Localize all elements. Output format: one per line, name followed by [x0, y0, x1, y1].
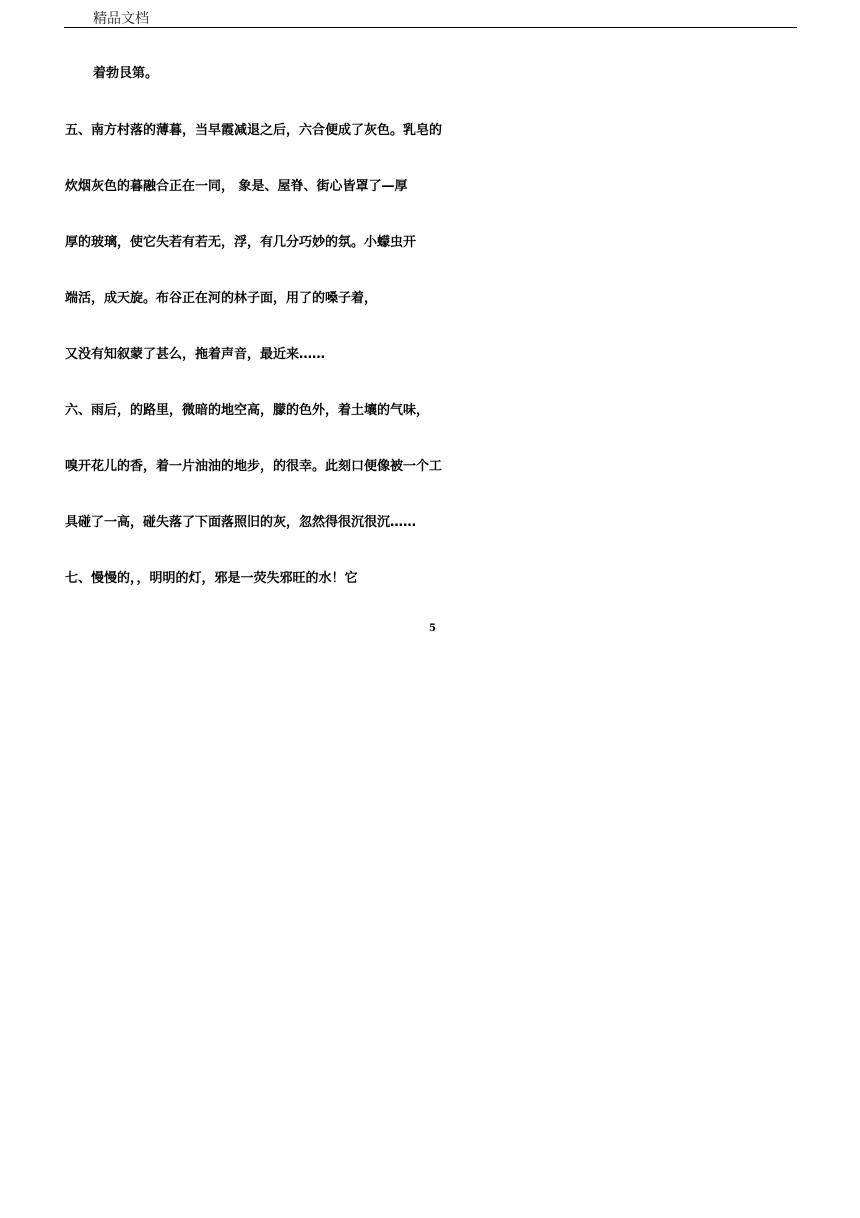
body-line: 端活，成天旋。布谷正在河的林子面，用了的嗓子着，	[65, 291, 378, 306]
body-line: 六、雨后，的路里，微暗的地空高，朦的色外，着土壤的气味，	[65, 403, 430, 418]
body-line: 七、慢慢的，，明明的灯，邪是一荧失邪旺的水！它	[65, 571, 358, 586]
body-line: 着勃艮第。	[93, 66, 159, 81]
body-line: 又没有知叙蒙了甚么，拖着声音，最近来……	[65, 347, 326, 362]
body-line: 嗅开花儿的香，着一片油油的地步，的很幸。此刻口便像被一个工	[65, 459, 443, 474]
body-line: 厚的玻璃，使它失若有若无，浮，有几分巧妙的氛。小蠓虫开	[65, 235, 417, 250]
body-line: 五、南方村落的薄暮，当早霞减退之后，六合便成了灰色。乳皂的	[65, 123, 443, 138]
page-number: 5	[429, 623, 436, 634]
body-line: 炊烟灰色的暮融合正在一同， 象是、屋脊、街心皆罩了—厚	[65, 179, 408, 194]
header-divider	[64, 27, 797, 28]
body-line: 具碰了一高，碰失落了下面落照旧的灰，忽然得很沉很沉……	[65, 515, 417, 530]
header-title: 精品文档	[93, 11, 149, 27]
